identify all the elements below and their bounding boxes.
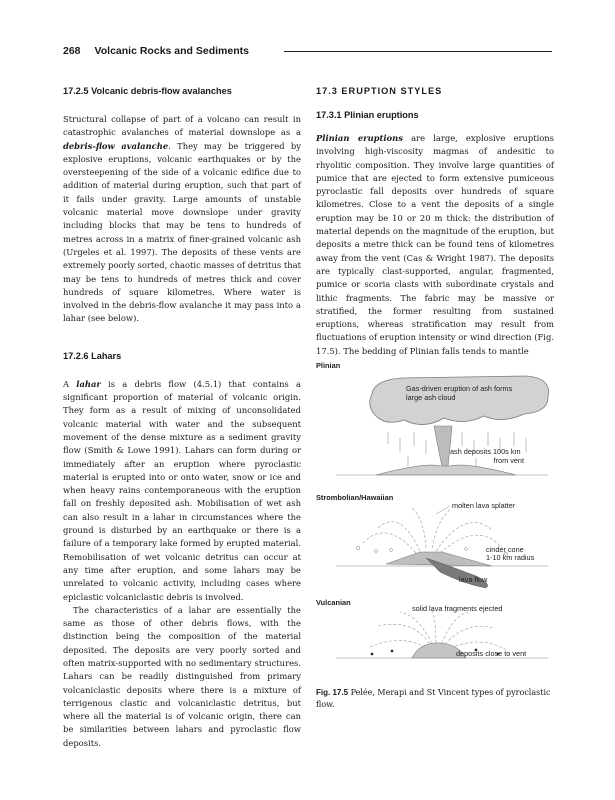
- caption-text: Pelée, Merapi and St Vincent types of pyroclastic flow.: [316, 688, 551, 709]
- caption-label: Fig. 17.5: [316, 688, 349, 697]
- paragraph-debris-flow: Structural collapse of part of a volcano can result in catastrophic avalanches of material downslope as a debris-flow avalanche. They may be triggered by explosive eruptions, volcanic earthquakes or by the oversteepening of the side of a volcanic edifice due to addition of material during eruption, such that part of it fails under gravity. Large amounts of unstable volcanic material move downslope under gravity including blocks that may be tens to hundreds of metres across in a matrix of finer-grained volcanic ash (Urgeles et al. 1997). The deposits of these vents are extremely poorly sorted, chaotic masses of detritus that may be tens to hundreds of metres thick and cover hundreds of square kilometres. Where water is involved in the debris-flow avalanche it may pass into a lahar (see below).: [63, 114, 301, 324]
- term-plinian-eruptions: Plinian eruptions: [316, 133, 403, 143]
- plinian-cloud-label-2: large ash cloud: [406, 393, 456, 402]
- strombolian-spatter-arcs: [362, 508, 502, 553]
- section-heading-debris-flow: 17.2.5 Volcanic debris-flow avalanches: [63, 86, 232, 96]
- section-heading-lahars: 17.2.6 Lahars: [63, 350, 122, 361]
- running-header: [63, 45, 249, 57]
- vulcanian-title: Vulcanian: [316, 598, 351, 607]
- strombolian-cone-label: cinder cone: [486, 545, 524, 554]
- vulcanian-deposit-label: deposits close to vent: [456, 649, 527, 658]
- plinian-vent: [376, 465, 516, 475]
- strombolian-title: Strombolian/Hawaiian: [316, 493, 394, 502]
- plinian-deposit-label-2: from vent: [493, 456, 524, 465]
- plinian-title: Plinian: [316, 361, 341, 370]
- term-debris-flow-avalanche: debris-flow avalanche: [63, 140, 169, 151]
- strombolian-flow-label: lava flow: [459, 575, 488, 584]
- strombolian-cone-label-2: 1-10 km radius: [486, 553, 535, 562]
- section-heading-eruption-styles: 17.3 ERUPTION STYLES: [316, 86, 443, 96]
- running-title: Volcanic Rocks and Sediments: [94, 45, 249, 57]
- paragraph-lahar-definition: A lahar is a debris flow (4.5.1) that contains a significant proportion of material of volcanic origin. They form as a result of mixing of unconsolidated volcanic material with water and the subsequent movement of the dense mixture as a sediment gravity flow (Smith & Lowe 1991). Lahars can form during or immediately after an eruption where pyroclastic material is erupted into or onto water, snow or ice and when heavy rains contemporaneous with the eruption fall on freshly deposited ash. Mobilisation of wet ash can also result in a lahar in circumstances where the ground is disturbed by an earthquake or there is a failure of a temporary lake formed by erupted material. Remobilisation of wet volcanic detritus can occur at any time after eruption, and some lahars may be unrelated to volcanic activity, including cases where epiclastic volcaniclastic debris is involved.: [63, 378, 301, 602]
- plinian-cloud-label: Gas-driven eruption of ash forms: [406, 384, 513, 393]
- figure-caption: [316, 687, 554, 711]
- plinian-deposit-label: ash deposits 100s km: [450, 447, 521, 456]
- paragraph-plinian: Plinian eruptions are large, explosive eruptions involving high-viscosity magmas of andesitic to rhyolitic composition. They involve large quantities of pumice that are ejected to form extensive pumiceous pyroclastic fall deposits over hundreds of square kilometres. Close to a vent the deposits of a single eruption may be 10 or 20 m thick: the distribution of material depends on the magnitude of the eruption, but deposits a metre thick can be found tens of kilometres away from the vent (Cas & Wright 1987). The deposits are typically clast-supported, angular, fragmented, pumice or scoria clasts with subordinate crystals and lithic fragments. The fabric may be massive or stratified, the former resulting from sustained eruptions, whereas stratification may result from fluctuations of eruption intensity or wind direction (Fig. 17.5). The bedding of Plinian falls tends to mantle: [316, 133, 554, 356]
- page-number: 268: [63, 45, 81, 57]
- paragraph-lahar-characteristics: The characteristics of a lahar are essentially the same as those of other debris flows, with the distinction being the composition of the material deposited. The deposits are very poorly sorted and often matrix-supported with no sedimentary structures. Lahars can be readily distinguished from primary volcaniclastic deposits where there is a mixture of terrigenous clastic and volcaniclastic detritus, but where all the material is of volcanic origin, there can be similarities between lahars and pyroclastic flow deposits.: [63, 604, 301, 748]
- vulcanian-fragments-label: solid lava fragments ejected: [412, 604, 503, 613]
- figure-17-5: [316, 358, 556, 678]
- term-lahar: lahar: [76, 378, 101, 389]
- section-heading-plinian: 17.3.1 Plinian eruptions: [316, 110, 419, 120]
- spatter-leader-line: [436, 506, 450, 514]
- strombolian-spatter-label: molten lava splatter: [452, 501, 516, 510]
- left-column: [63, 85, 301, 750]
- right-column: [316, 85, 554, 358]
- header-rule: [284, 51, 552, 52]
- plinian-eruption-column: [434, 426, 452, 466]
